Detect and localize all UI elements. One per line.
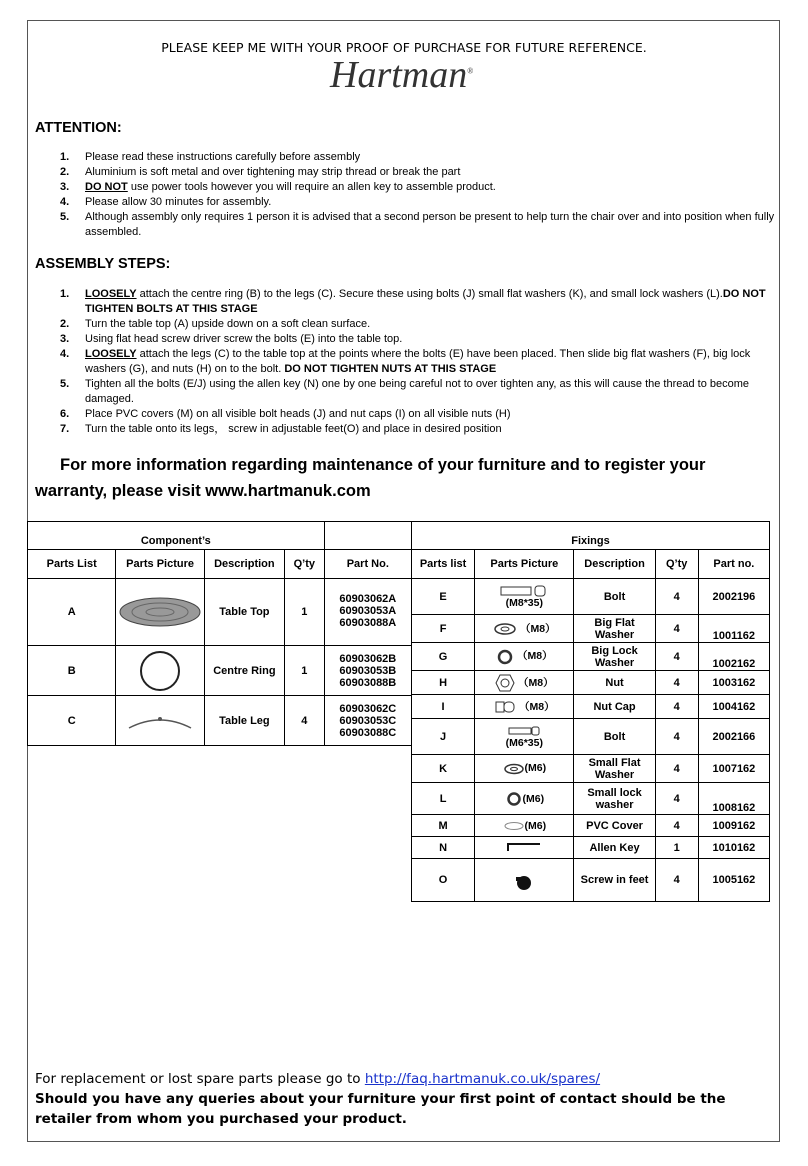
- lock-washer-icon: [496, 649, 514, 665]
- table-row: B Centre Ring 1 60903062B 60903053B 60903088B: [28, 646, 412, 696]
- table-row: K (M6) Small Flat Washer 4 1007162: [412, 755, 770, 783]
- small-bolt-icon: [507, 726, 541, 736]
- table-row: J (M6*35) Bolt 4 2002166: [412, 719, 770, 755]
- assembly-title: ASSEMBLY STEPS:: [35, 256, 171, 272]
- centre-ring-picture: [138, 649, 182, 693]
- col-header: Q’ty: [285, 550, 325, 579]
- list-item: 2. Aluminium is soft metal and over tightening may strip thread or break the part: [60, 166, 461, 178]
- table-row: I （M8） Nut Cap 4 1004162: [412, 695, 770, 719]
- col-header: Parts Picture: [116, 550, 204, 579]
- list-item: 3. Using flat head screw driver screw the bolts (E) into the table top.: [60, 333, 403, 345]
- list-item: 1. LOOSELY attach the centre ring (B) to the legs (C). Secure these using bolts (J) small flat washers (K), and small lock washers (L).DO NOT TIGHTEN BOLTS AT THIS STAGE: [60, 288, 766, 315]
- nut-cap-icon: [494, 700, 516, 714]
- table-row: M (M6) PVC Cover 4 1009162: [412, 815, 770, 837]
- attention-title: ATTENTION:: [35, 120, 122, 136]
- header-notice: PLEASE KEEP ME WITH YOUR PROOF OF PURCHASE FOR FUTURE REFERENCE.: [161, 40, 647, 55]
- list-item: 1. Please read these instructions carefully before assembly: [60, 151, 361, 163]
- small-lock-washer-icon: [505, 791, 523, 807]
- list-item: 6. Place PVC covers (M) on all visible bolt heads (J) and nut caps (I) on all visible nuts (H): [60, 408, 511, 420]
- spares-link[interactable]: http://faq.hartmanuk.co.uk/spares/: [364, 1071, 601, 1087]
- col-header: Q’ty: [655, 550, 698, 579]
- table-row: O Screw in feet 4 1005162: [412, 859, 770, 902]
- bolt-icon: [499, 585, 549, 597]
- table-row: N Allen Key 1 1010162: [412, 837, 770, 859]
- pvc-cover-icon: [503, 821, 525, 831]
- table-row: E (M8*35) Bolt 4 2002196: [412, 579, 770, 615]
- list-item: 5. Tighten all the bolts (E/J) using the allen key (N) one by one being careful not to over tighten any, as this will cause the thread to become damaged.: [60, 378, 750, 405]
- fixings-title: Fixings: [412, 522, 770, 550]
- list-item: 3. DO NOT use power tools however you will require an allen key to assemble product.: [60, 181, 496, 193]
- small-flat-washer-icon: [503, 763, 525, 775]
- col-header: Description: [204, 550, 284, 579]
- table-row: H （M8） Nut 4 1003162: [412, 671, 770, 695]
- components-table: [27, 521, 412, 746]
- col-header: Description: [574, 550, 655, 579]
- list-item: 2. Turn the table top (A) upside down on a soft clean surface.: [60, 318, 371, 330]
- col-header: Parts Picture: [475, 550, 574, 579]
- col-header: Part no.: [698, 550, 769, 579]
- nut-icon: [495, 674, 515, 692]
- list-item: 7. Turn the table onto its legs， screw in adjustable feet(O) and place in desired position: [60, 423, 502, 435]
- list-item: 4. LOOSELY attach the legs (C) to the table top at the points where the bolts (E) have been placed. Then slide big flat washers (F), big lock washers (G), and nuts (H) on to the bolt. DO NOT TIGHTEN NUTS AT THIS STAGE: [60, 348, 751, 375]
- table-row: A Table Top 1 60903062A 60903053A 60903088A: [28, 579, 412, 646]
- footer: For replacement or lost spare parts please go to http://faq.hartmanuk.co.uk/spares/ Should you have any queries about your furniture your first point of contact should be the retailer from whom you purchased your product.: [35, 1071, 726, 1127]
- allen-key-icon: [504, 841, 544, 855]
- components-title: Component’s: [28, 522, 325, 550]
- list-item: 5. Although assembly only requires 1 person it is advised that a second person be present to help turn the chair over and into position when fully assembled.: [60, 211, 775, 238]
- col-header: Part No.: [324, 550, 411, 579]
- table-row: L (M6) Small lock washer 4 1008162: [412, 783, 770, 815]
- fixings-table: [411, 521, 770, 902]
- table-row: G （M8） Big Lock Washer 4 1002162: [412, 643, 770, 671]
- table-top-picture: [118, 596, 202, 628]
- table-leg-picture: [125, 710, 195, 732]
- col-header: Parts List: [28, 550, 116, 579]
- attention-list: [60, 150, 775, 240]
- col-header: Parts list: [412, 550, 475, 579]
- list-item: 4. Please allow 30 minutes for assembly.: [60, 196, 272, 208]
- table-row: F （M8） Big Flat Washer 4 1001162: [412, 615, 770, 643]
- flat-washer-icon: [493, 623, 517, 635]
- table-row: C Table Leg 4 60903062C 60903053C 60903088C: [28, 696, 412, 746]
- assembly-list: [60, 287, 778, 437]
- hartman-logo: Hartman®: [330, 54, 474, 96]
- screw-foot-icon: [512, 869, 536, 891]
- warranty-info: For more information regarding maintenance of your furniture and to register your warranty, please visit www.hartmanuk.com: [35, 456, 706, 500]
